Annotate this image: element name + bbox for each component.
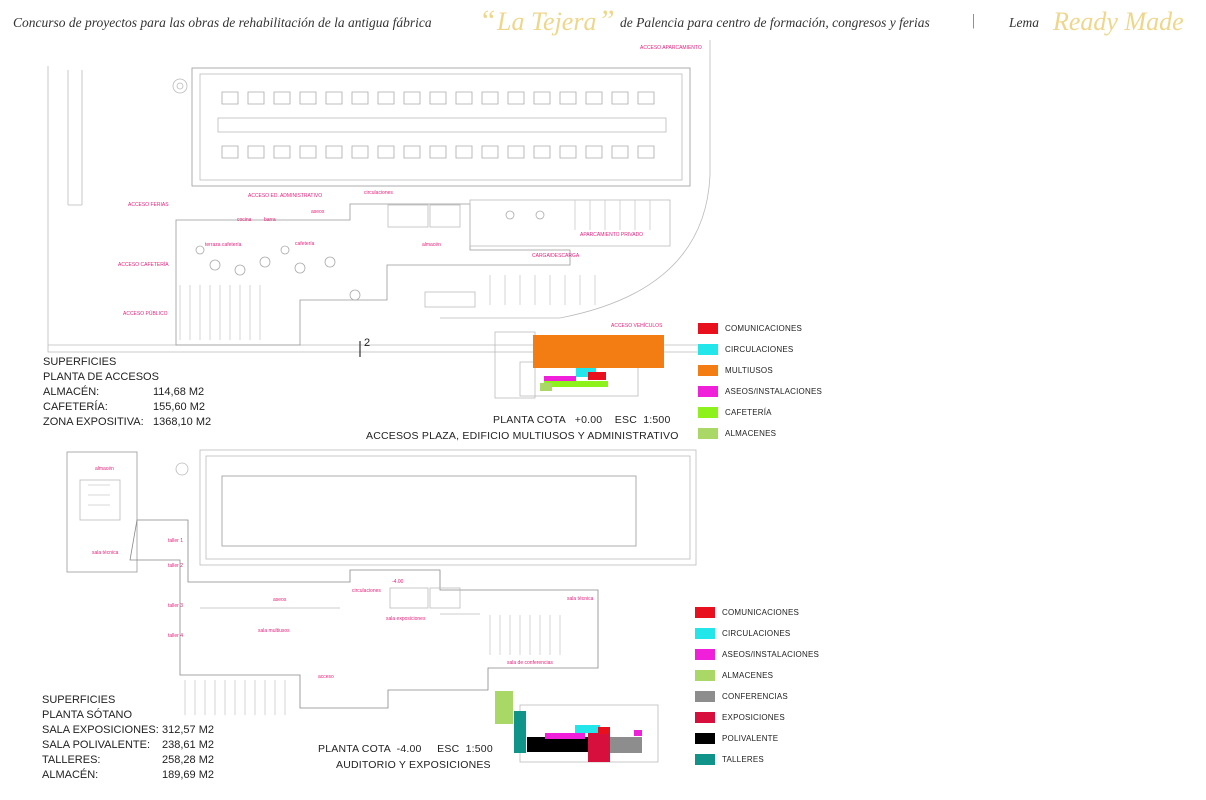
legend-item xyxy=(695,623,819,644)
superficie-key: ALMACÉN: xyxy=(43,386,100,398)
label-barra: barra xyxy=(264,217,276,223)
superficies-subtitle: PLANTA SÓTANO xyxy=(42,709,133,721)
label-sala-multiusos: sala multiusos xyxy=(258,628,290,634)
header-title-pre: Concurso de proyectos para las obras de rehabilitación de la antigua fábrica xyxy=(13,15,432,30)
legend-label: ASEOS/INSTALACIONES xyxy=(722,650,820,659)
label-taller-4: taller 4 xyxy=(168,633,184,639)
legend-swatch xyxy=(695,691,715,702)
superficie-value: 114,68 M2 xyxy=(153,386,205,398)
legend-swatch xyxy=(695,712,715,723)
caption-accesos-line2: ACCESOS PLAZA, EDIFICIO MULTIUSOS Y ADMINISTRATIVO xyxy=(366,430,679,442)
label-cafeteria: cafetería xyxy=(295,241,315,247)
label-acceso-publico: ACCESO PÚBLICO xyxy=(123,311,168,317)
label-acceso-vehiculos: ACCESO VEHÍCULOS xyxy=(611,323,663,329)
label-taller-2: taller 2 xyxy=(168,563,184,569)
legend-label: ASEOS/INSTALACIONES xyxy=(725,387,823,396)
superficies-sotano xyxy=(42,693,302,783)
lema-label: Lema xyxy=(1009,15,1039,30)
label-acceso-administrativo: ACCESO ED. ADMINISTRATIVO xyxy=(248,193,323,199)
superficie-key: SALA POLIVALENTE: xyxy=(42,739,151,751)
label-sala-conferencias: sala de conferencias xyxy=(507,660,553,666)
superficie-value: 155,60 M2 xyxy=(153,401,205,413)
legend-item xyxy=(695,644,819,665)
superficie-value: 238,61 M2 xyxy=(162,739,214,751)
label-aseos: aseos xyxy=(311,209,325,215)
label-sala-tecnica-1: sala técnica xyxy=(92,550,119,556)
legend-item xyxy=(695,728,819,749)
superficie-row xyxy=(42,753,302,768)
legend-label: COMUNICACIONES xyxy=(725,324,803,333)
legend-label: CAFETERÍA xyxy=(725,408,772,417)
legend-swatch xyxy=(695,754,715,765)
superficie-value: 1368,10 M2 xyxy=(153,416,212,428)
superficies-subtitle: PLANTA DE ACCESOS xyxy=(43,371,159,383)
lema-value: Ready Made xyxy=(1053,7,1184,36)
legend-item xyxy=(695,707,819,728)
superficie-key: SALA EXPOSICIONES: xyxy=(42,724,159,736)
legend-swatch xyxy=(695,628,715,639)
superficie-key: ALMACÉN: xyxy=(42,769,99,781)
label-cocina: cocina xyxy=(237,217,252,223)
superficies-title: SUPERFICIES xyxy=(43,356,117,368)
legend-label: TALLERES xyxy=(722,755,764,764)
legend-label: CIRCULACIONES xyxy=(725,345,794,354)
legend-label: MULTIUSOS xyxy=(725,366,773,375)
legend-label: POLIVALENTE xyxy=(722,734,779,743)
legend-swatch xyxy=(695,670,715,681)
label-almacen: almacén xyxy=(422,242,441,248)
label-aparcamiento-privado: APARCAMIENTO PRIVADO xyxy=(580,232,644,238)
label-cota-sotano: -4.00 xyxy=(392,579,404,585)
header-quote-open: “ xyxy=(479,4,496,37)
label-circulaciones-sotano: circulaciones xyxy=(352,588,381,594)
legend-item xyxy=(695,686,819,707)
legend-swatch xyxy=(695,733,715,744)
label-carga-descarga: CARGA/DESCARGA xyxy=(532,253,580,259)
label-acceso-aparcamiento: ACCESO APARCAMIENTO xyxy=(640,45,702,51)
label-circulaciones: circulaciones xyxy=(364,190,393,196)
legend-label: COMUNICACIONES xyxy=(722,608,800,617)
superficie-value: 312,57 M2 xyxy=(162,724,214,736)
superficie-key: CAFETERÍA: xyxy=(43,401,108,413)
section-mark-label: 2 xyxy=(364,337,371,349)
caption-accesos-line1: PLANTA COTA +0.00 ESC 1:500 xyxy=(493,414,671,426)
label-terraza-cafeteria: terraza cafetería xyxy=(205,242,242,248)
caption-sotano-line1: PLANTA COTA -4.00 ESC 1:500 xyxy=(318,743,493,755)
legend-label: CONFERENCIAS xyxy=(722,692,788,701)
label-acceso-ferias: ACCESO FERIAS xyxy=(128,202,169,208)
caption-sotano-line2: AUDITORIO Y EXPOSICIONES xyxy=(336,759,491,771)
label-sala-exposiciones: sala exposiciones xyxy=(386,616,426,622)
superficie-row xyxy=(42,738,302,753)
superficie-key: ZONA EXPOSITIVA: xyxy=(43,416,144,428)
superficie-value: 258,28 M2 xyxy=(162,754,214,766)
superficie-value: 189,69 M2 xyxy=(162,769,214,781)
label-taller-3: taller 3 xyxy=(168,603,184,609)
legend-item xyxy=(695,602,819,623)
label-almacen-sotano: almacén xyxy=(95,466,114,472)
legend-sotano xyxy=(695,602,819,770)
legend-label: CIRCULACIONES xyxy=(722,629,791,638)
superficie-row xyxy=(42,723,302,738)
legend-label: EXPOSICIONES xyxy=(722,713,785,722)
legend-item xyxy=(695,665,819,686)
legend-label: ALMACENES xyxy=(725,429,777,438)
legend-swatch xyxy=(695,607,715,618)
superficies-title: SUPERFICIES xyxy=(42,694,116,706)
legend-swatch xyxy=(695,649,715,660)
superficie-row xyxy=(42,768,302,783)
label-acceso-sotano: acceso xyxy=(318,674,334,680)
header-quote-close: ” xyxy=(598,4,615,37)
header-project-name: La Tejera xyxy=(497,7,597,36)
label-aseos-sotano: aseos xyxy=(273,597,287,603)
label-acceso-cafeteria: ACCESO CAFETERÍA xyxy=(118,262,169,268)
label-taller-1: taller 1 xyxy=(168,538,184,544)
superficie-key: TALLERES: xyxy=(42,754,101,766)
header-separator: | xyxy=(972,12,976,29)
header-title-post: de Palencia para centro de formación, congresos y ferias xyxy=(620,15,930,30)
legend-label: ALMACENES xyxy=(722,671,774,680)
legend-item xyxy=(695,749,819,770)
label-sala-tecnica-2: sala técnica xyxy=(567,596,594,602)
